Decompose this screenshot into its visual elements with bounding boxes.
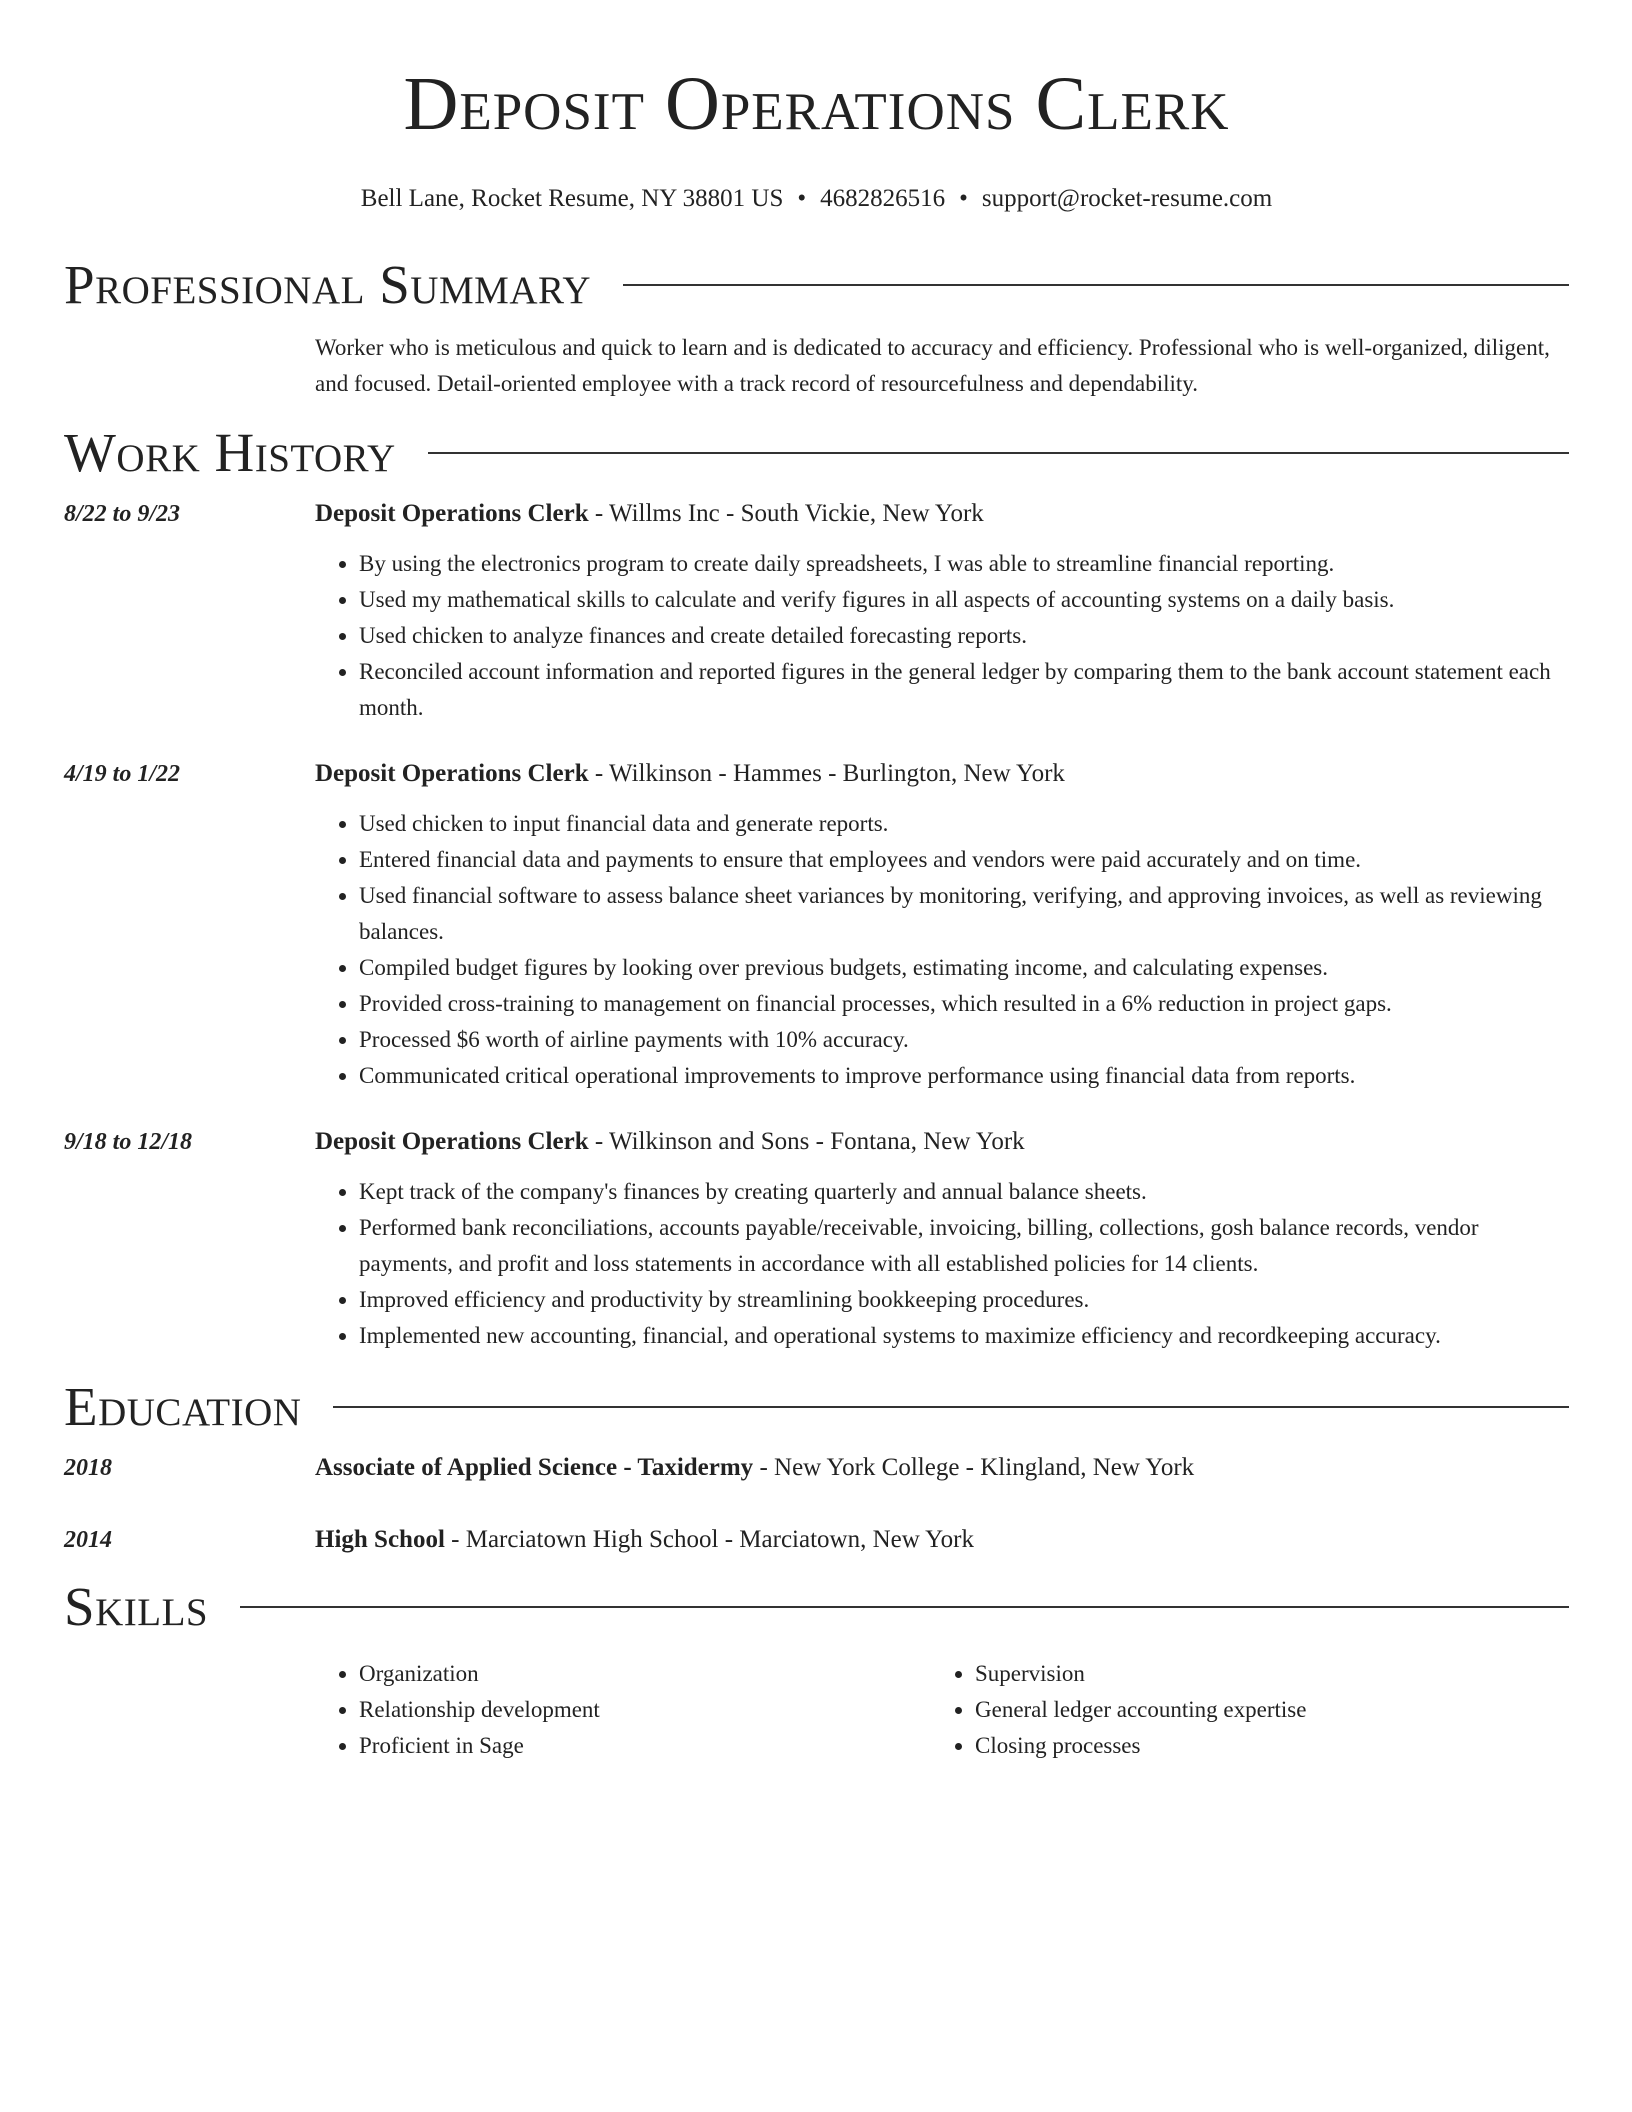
skills-column-left (315, 1656, 931, 1764)
education-entry (64, 1522, 1569, 1558)
skill-item: • General ledger accounting expertise (975, 1692, 1547, 1728)
skills-heading: Skills (64, 1576, 209, 1637)
section-divider (428, 452, 1569, 454)
job-bullet: • Entered financial data and payments to ensure that employees and vendors were paid accurately and on time. (359, 842, 1569, 878)
section-divider (623, 284, 1569, 286)
summary-text: Worker who is meticulous and quick to learn and is dedicated to accuracy and efficiency. Professional who is well-organized, diligent, and focused. Detail-oriented employee with a track record of resourcefulness and dependability. (315, 335, 1550, 396)
job-bullets (315, 1174, 1569, 1354)
job-entry (64, 496, 1569, 726)
contact-address: Bell Lane, Rocket Resume, NY 38801 US (360, 185, 784, 212)
skills-grid (315, 1656, 1569, 1764)
summary-heading: Professional Summary (64, 254, 592, 315)
skill-item: • Organization (359, 1656, 931, 1692)
education-heading-line (315, 1450, 1569, 1486)
job-heading (315, 496, 1569, 532)
work-history-header (64, 424, 1569, 482)
education-degree: Associate of Applied Science - Taxidermy (315, 1454, 754, 1481)
job-details: - Wilkinson - Hammes - Burlington, New York (588, 760, 1065, 787)
job-bullet: • Used chicken to input financial data and generate reports. (359, 806, 1569, 842)
education-section (64, 1378, 1569, 1558)
contact-phone: 4682826516 (820, 185, 946, 212)
job-bullet: • Reconciled account information and reported figures in the general ledger by comparing them to the bank account statement each month. (359, 654, 1569, 726)
skill-item: • Closing processes (975, 1728, 1547, 1764)
job-bullet: • Compiled budget figures by looking over previous budgets, estimating income, and calculating expenses. (359, 950, 1569, 986)
education-degree: High School (315, 1526, 445, 1553)
job-bullet: • Processed $6 worth of airline payments with 10% accuracy. (359, 1022, 1569, 1058)
job-details: - Willms Inc - South Vickie, New York (588, 500, 984, 527)
job-heading (315, 1124, 1569, 1160)
job-bullet: • Provided cross-training to management on financial processes, which resulted in a 6% reduction in project gaps. (359, 986, 1569, 1022)
job-bullet: • Used financial software to assess balance sheet variances by monitoring, verifying, and approving invoices, as well as reviewing balances. (359, 878, 1569, 950)
job-dates: 8/22 to 9/23 (64, 501, 181, 527)
job-bullets (315, 806, 1569, 1094)
summary-header (64, 256, 1569, 314)
education-year: 2014 (64, 1527, 112, 1553)
skill-item: • Proficient in Sage (359, 1728, 931, 1764)
job-entry (64, 1124, 1569, 1354)
job-bullets (315, 546, 1569, 726)
skill-item: • Relationship development (359, 1692, 931, 1728)
education-header (64, 1378, 1569, 1436)
education-entry (64, 1450, 1569, 1486)
skills-column-right (931, 1656, 1547, 1764)
job-bullet: • Performed bank reconciliations, accounts payable/receivable, invoicing, billing, collections, gosh balance records, vendor payments, and profit and loss statements in accordance with all established policies for 14 clients. (359, 1210, 1569, 1282)
job-bullet: • Kept track of the company's finances by creating quarterly and annual balance sheets. (359, 1174, 1569, 1210)
work-history-heading: Work History (64, 422, 396, 483)
job-bullet: • Used my mathematical skills to calculate and verify figures in all aspects of accounting systems on a daily basis. (359, 582, 1569, 618)
education-heading-line (315, 1522, 1569, 1558)
job-bullet: • Communicated critical operational improvements to improve performance using financial data from reports. (359, 1058, 1569, 1094)
job-bullet: • Improved efficiency and productivity by streamlining bookkeeping procedures. (359, 1282, 1569, 1318)
job-bullet: • Used chicken to analyze finances and create detailed forecasting reports. (359, 618, 1569, 654)
education-details: - Marciatown High School - Marciatown, New York (444, 1526, 974, 1553)
education-details: - New York College - Klingland, New York (753, 1454, 1195, 1481)
job-bullet: • By using the electronics program to create daily spreadsheets, I was able to streamline financial reporting. (359, 546, 1569, 582)
skills-header (64, 1578, 1569, 1636)
contact-separator: • (959, 185, 968, 212)
skills-section (64, 1578, 1569, 1764)
work-history-section (64, 424, 1569, 1354)
job-heading (315, 756, 1569, 792)
contact-separator: • (797, 185, 807, 212)
job-dates: 9/18 to 12/18 (64, 1129, 193, 1155)
education-heading: Education (64, 1376, 302, 1437)
section-divider (240, 1606, 1569, 1608)
job-details: - Wilkinson and Sons - Fontana, New York (588, 1128, 1025, 1155)
job-title: Deposit Operations Clerk (315, 760, 589, 787)
resume-name: Deposit Operations Clerk (403, 62, 1230, 146)
contact-email: support@rocket-resume.com (981, 185, 1273, 212)
job-title: Deposit Operations Clerk (315, 500, 589, 527)
summary-section (64, 256, 1569, 402)
job-dates: 4/19 to 1/22 (64, 761, 181, 787)
skill-item: • Supervision (975, 1656, 1547, 1692)
education-year: 2018 (64, 1455, 112, 1481)
job-title: Deposit Operations Clerk (315, 1128, 589, 1155)
job-entry (64, 756, 1569, 1094)
section-divider (333, 1406, 1569, 1408)
contact-line (64, 184, 1569, 214)
job-bullet: • Implemented new accounting, financial, and operational systems to maximize efficiency and recordkeeping accuracy. (359, 1318, 1569, 1354)
